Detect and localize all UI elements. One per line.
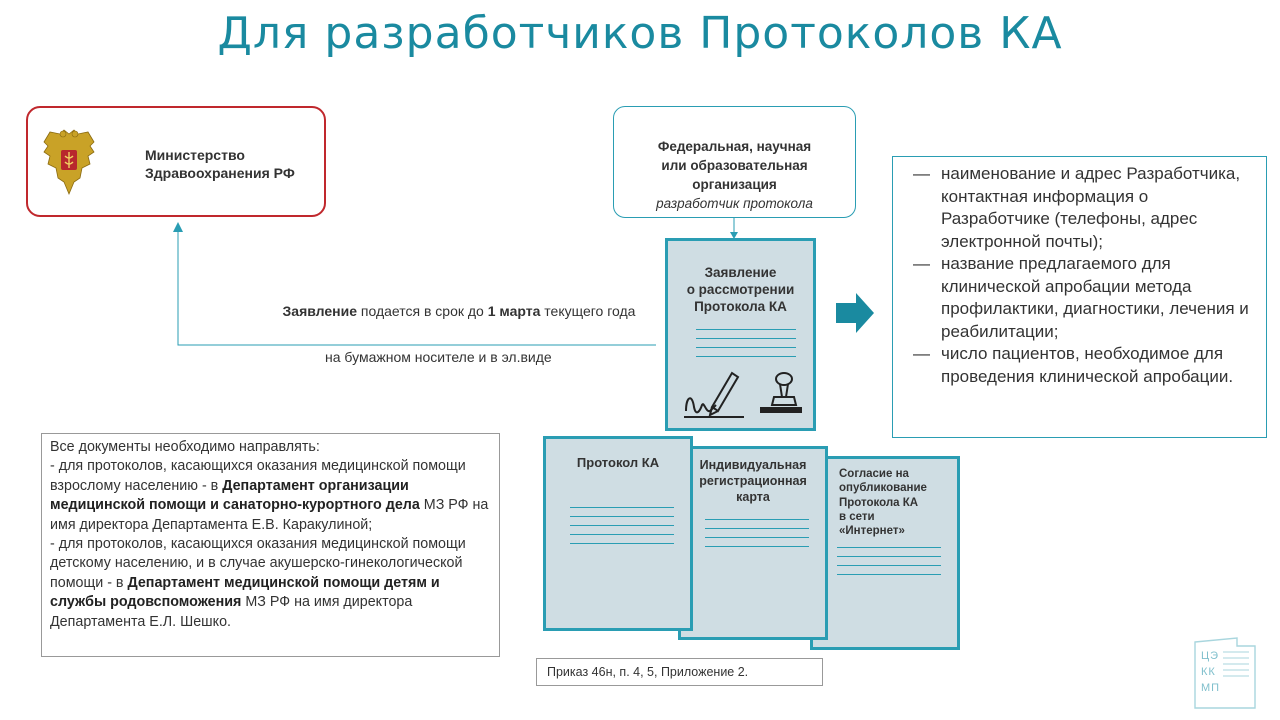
departments-intro: Все документы необходимо направлять: bbox=[50, 439, 320, 455]
application-line-1: Заявление bbox=[704, 265, 777, 280]
order-reference: Приказ 46н, п. 4, 5, Приложение 2. bbox=[536, 658, 823, 686]
arrowhead-ministry bbox=[173, 222, 183, 232]
application-line-2: о рассмотрении bbox=[686, 282, 795, 297]
list-item bbox=[913, 253, 1256, 343]
child-text-pre: - для протоколов, касающихся оказания медицинской помощи детскому населению, и в случае акушерско-гинекологической помощи - в bbox=[50, 536, 466, 591]
connector-to-ministry bbox=[178, 230, 656, 345]
card-line-3: карта bbox=[736, 490, 770, 504]
card-line-1: Индивидуальная bbox=[699, 458, 807, 472]
adult-department: Департамент организации медицинской помощи и санаторно-курортного дела bbox=[50, 477, 420, 514]
consent-line-4: в сети bbox=[839, 510, 875, 523]
adult-text-pre: - для протоколов, касающихся оказания медицинской помощи взрослому населению - в bbox=[50, 458, 466, 494]
logo-letters-2: КК bbox=[1201, 666, 1216, 678]
protocol-text-lines bbox=[570, 507, 674, 552]
protocol-title: Протокол КА bbox=[576, 455, 660, 470]
child-department: Департамент медицинской помощи детям и службы родовспоможения bbox=[50, 574, 440, 611]
developer-subtitle: разработчик протокола bbox=[656, 196, 813, 211]
card-line-2: регистрационная bbox=[699, 474, 807, 488]
logo-letters-1: ЦЭ bbox=[1201, 650, 1220, 662]
page-title: Для разработчиков Протоколов КА bbox=[217, 8, 1063, 59]
dash: — bbox=[913, 164, 930, 183]
signature-pen-icon bbox=[682, 367, 746, 421]
registration-card-document bbox=[678, 446, 828, 640]
application-line-3: Протокола КА bbox=[694, 299, 787, 314]
dash: — bbox=[913, 254, 930, 273]
right-arrow-icon bbox=[836, 293, 874, 333]
consent-line-5: «Интернет» bbox=[839, 525, 905, 538]
child-text-post: МЗ РФ на имя директора Департамента Е.Л. Шешко. bbox=[50, 594, 413, 630]
coat-of-arms-icon bbox=[42, 128, 96, 196]
ministry-name bbox=[145, 146, 325, 182]
filing-text-2: текущего года bbox=[540, 303, 636, 319]
list-item-text: название предлагаемого для клинической апробации метода профилактики, диагностики, лечения и реабилитации; bbox=[941, 254, 1249, 341]
developer-line-3: организация bbox=[692, 177, 777, 192]
logo-letters-3: МП bbox=[1201, 682, 1221, 694]
filing-bold-application: Заявление bbox=[282, 303, 358, 319]
consent-text-lines bbox=[837, 547, 941, 583]
ministry-line-2: Здравоохранения РФ bbox=[145, 165, 295, 181]
developer-line-2: или образовательная bbox=[661, 158, 808, 173]
application-text-lines bbox=[696, 329, 796, 365]
ministry-line-1: Министерство bbox=[145, 147, 245, 163]
logo bbox=[1193, 636, 1257, 710]
list-item bbox=[913, 343, 1256, 388]
stamp-icon bbox=[756, 369, 804, 417]
consent-document bbox=[810, 456, 960, 650]
departments-adult bbox=[50, 457, 493, 535]
list-item bbox=[913, 163, 1256, 253]
departments-child bbox=[50, 535, 493, 632]
list-item-text: наименование и адрес Разработчика, контактная информация о Разработчике (телефоны, адрес электронной почты); bbox=[941, 164, 1241, 251]
consent-line-1: Согласие на bbox=[839, 468, 909, 480]
application-contents bbox=[892, 156, 1267, 438]
developer-box bbox=[613, 106, 856, 218]
list-item-text: число пациентов, необходимое для проведения клинической апробации. bbox=[941, 344, 1234, 386]
consent-line-2: опубликование bbox=[839, 482, 927, 495]
departments-box bbox=[41, 433, 500, 657]
filing-medium: на бумажном носителе и в эл.виде bbox=[325, 349, 552, 365]
developer-line-1: Федеральная, научная bbox=[657, 139, 812, 154]
filing-deadline bbox=[274, 301, 644, 321]
filing-text-1: подается в срок до bbox=[357, 303, 488, 319]
adult-text-post: МЗ РФ на имя директора Департамента Е.В. Каракулиной; bbox=[50, 497, 489, 533]
filing-bold-date: 1 марта bbox=[487, 303, 541, 319]
dash: — bbox=[913, 344, 930, 363]
protocol-document bbox=[543, 436, 693, 631]
consent-line-3: Протокола КА bbox=[839, 496, 919, 509]
application-document bbox=[665, 238, 816, 431]
ministry-box bbox=[26, 106, 326, 217]
card-text-lines bbox=[705, 519, 809, 555]
